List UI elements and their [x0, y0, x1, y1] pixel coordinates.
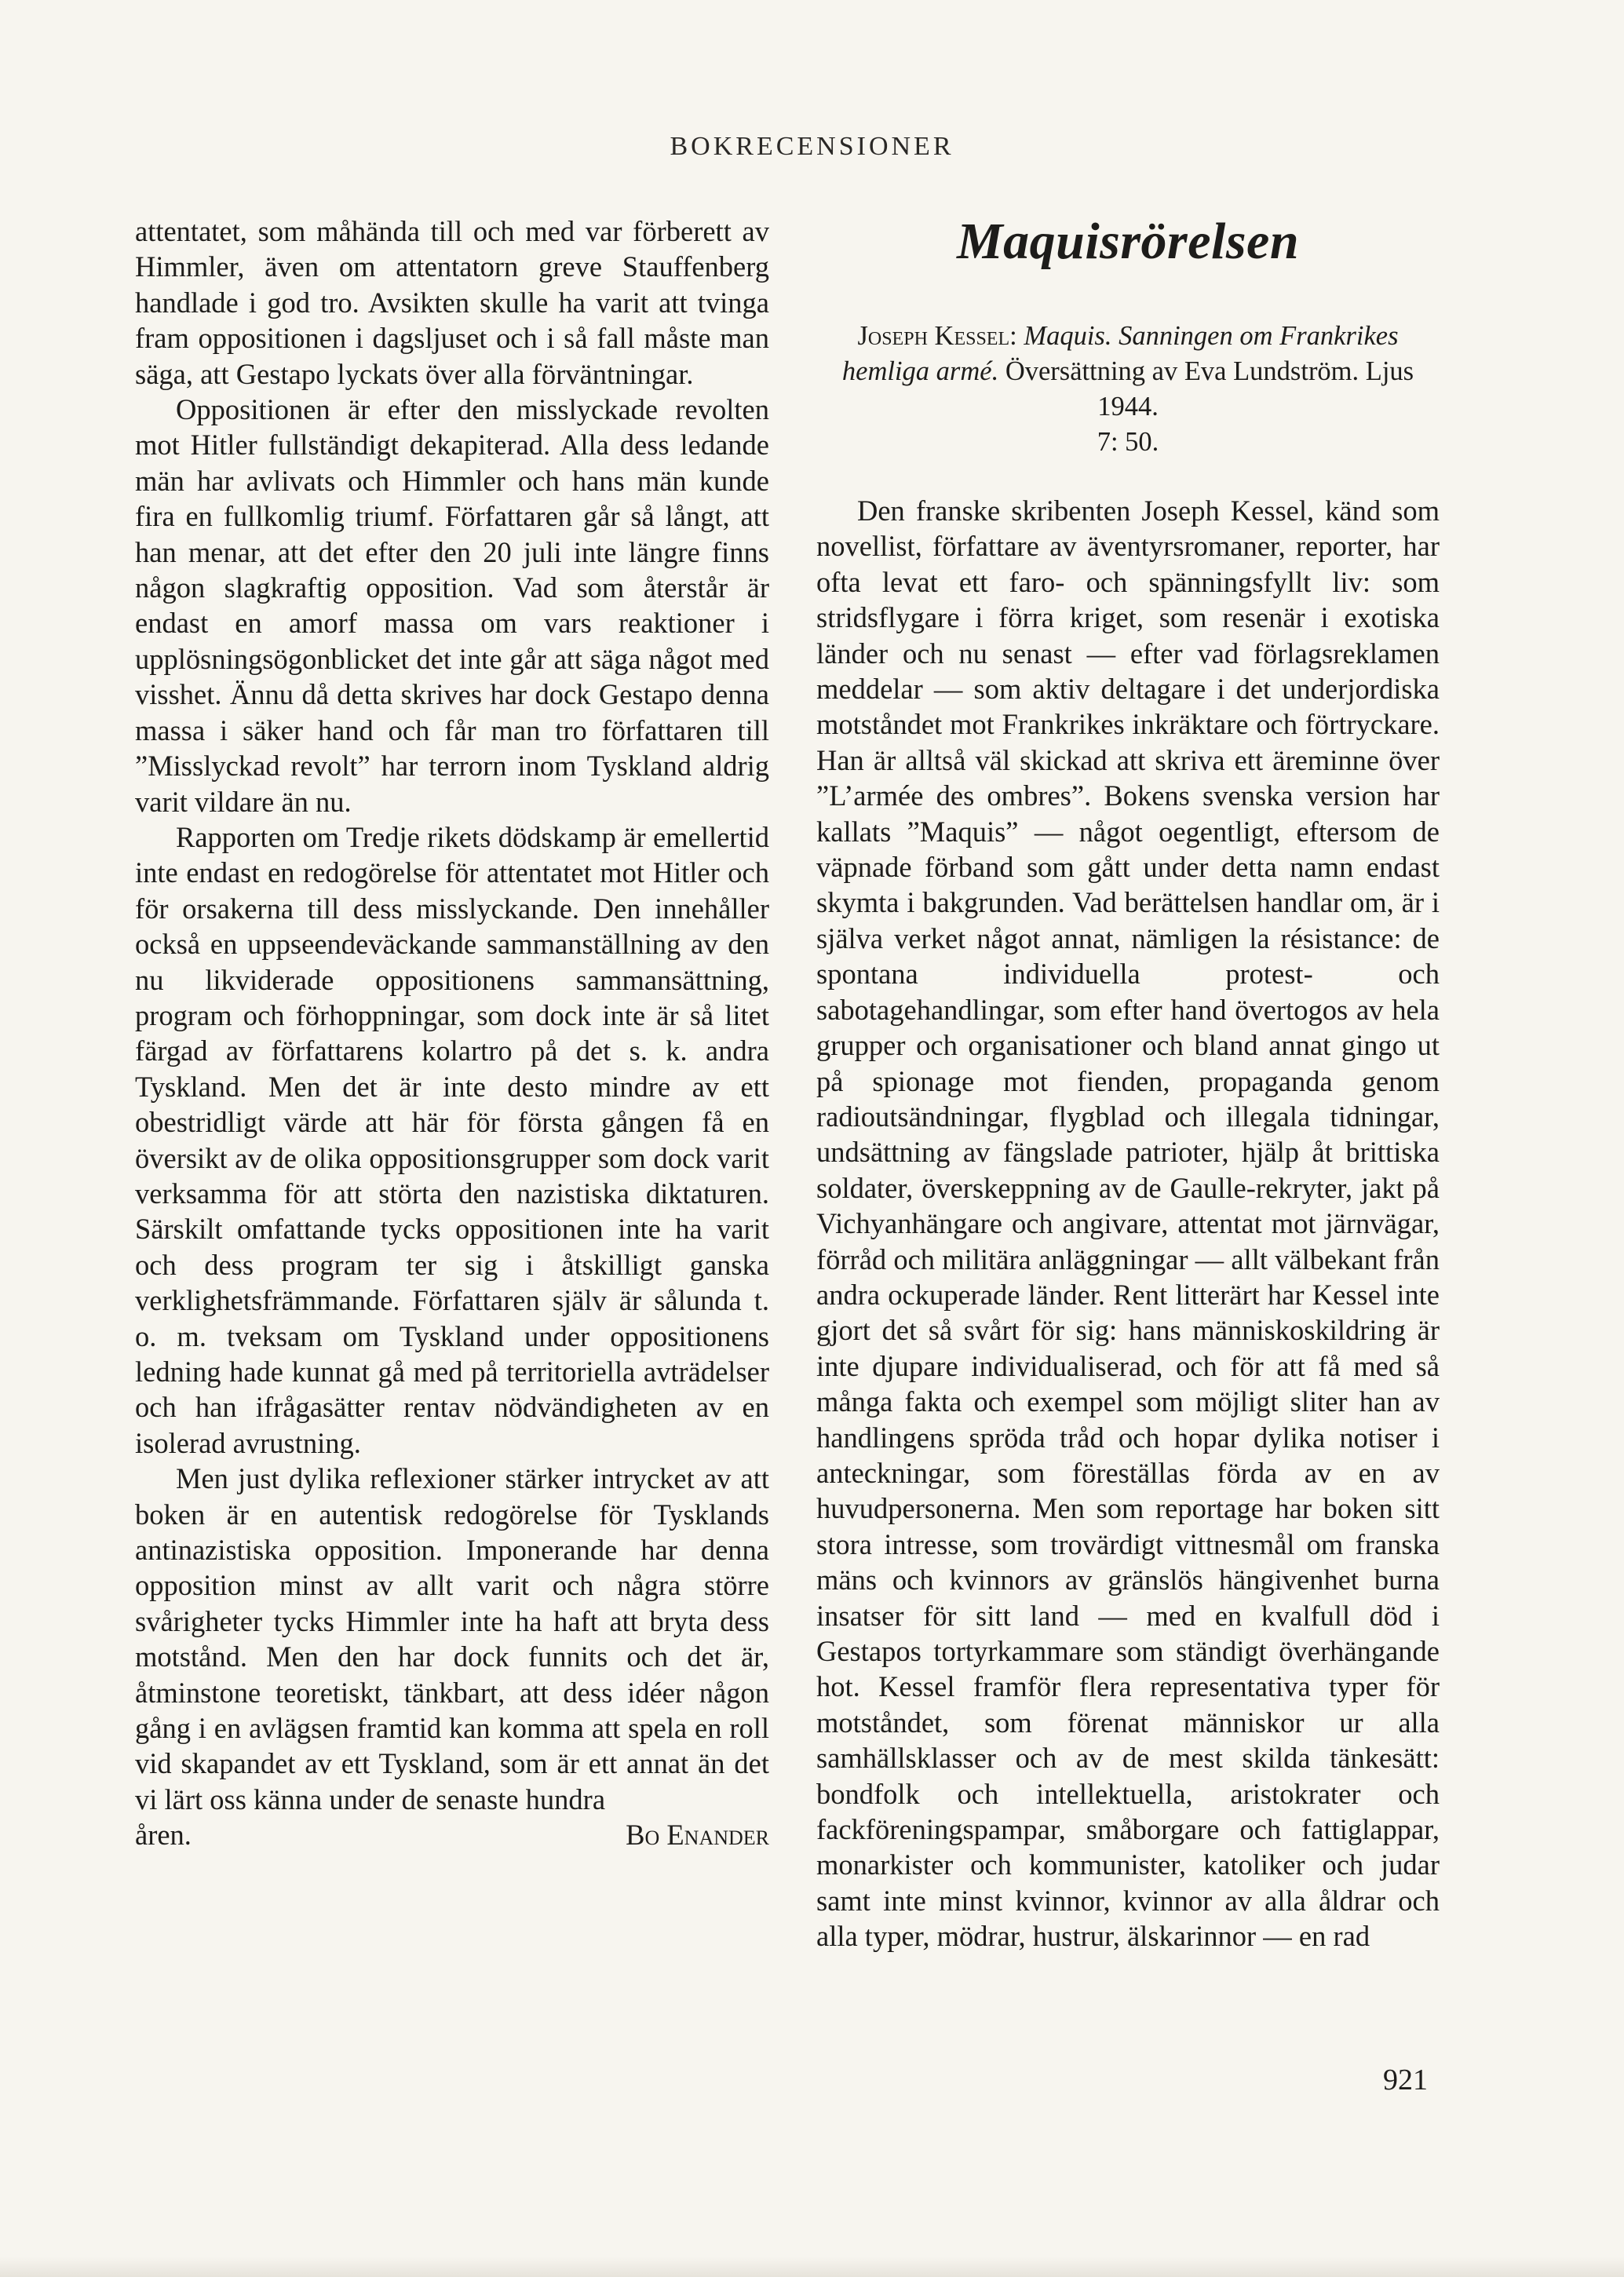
page-number: 921	[1383, 2064, 1428, 2096]
book-price: 7: 50.	[1097, 427, 1159, 457]
running-head: BOKRECENSIONER	[670, 132, 954, 161]
page-edge-shadow	[0, 2257, 1624, 2277]
reviewer-signature: Bo Enander	[626, 1819, 769, 1852]
citation-colon: :	[1009, 321, 1017, 351]
right-paragraph-1: Den franske skribenten Joseph Kessel, känd som novellist, författare av äventyrsromaner, reporter, har ofta levat ett faro- och spänningsfyllt liv: som stridsflygare i förra kriget, som resenär i exotiska länder och nu senast — efter vad förlagsreklamen meddelar — som aktiv deltagare i det underjordiska motståndet mot Frankrikes inkräktare och förtryckare. Han är alltså väl skickad att skriva ett äreminne över ”L’armée des ombres”. Bokens svenska version har kallats ”Maquis” — något oegentligt, eftersom de väpnade förband som gått under detta namn endast skymta i bakgrunden. Vad berättelsen handlar om, är i själva verket något annat, nämligen la résistance: de spontana individuella protest- och sabotagehandlingar, som efter hand övertogos av hela grupper och organisationer och bland annat gingo ut på spionage mot fienden, propaganda genom radioutsändningar, flygblad och illegala tidningar, undsättning av fängslade patrioter, hjälp åt brittiska soldater, överskeppning av de Gaulle-rekryter, jakt på Vichyanhängare och angivare, attentat mot järnvägar, förråd och militära anläggningar — allt välbekant från andra ockuperade länder. Rent litterärt har Kessel inte gjort det så svårt för sig: hans människoskildring är inte djupare individualiserad, och för att få med så många fakta och exempel som möjligt sliter han av handlingens spröda tråd och hopar dylika notiser i anteckningar, som föreställas förda av en av huvudpersonerna. Men som reportage har boken sitt stora intresse, som trovärdigt vittnesmål om franska mäns och kvinnors av gränslös hängivenhet burna insatser för sitt land — med en kvalfull död i Gestapos tortyrkammare som ständigt överhängande hot. Kessel framför flera representativa typer för motståndet, som förenat människor ur alla samhällsklasser och av de mest skilda tänkesätt: bondfolk och intellektuella, aristokrater och fackföreningspampar, småborgare och fattiglappar, monarkister och kommunister, katoliker och judar samt inte minst kvinnor, kvinnor av alla åldrar och alla typer, mödrar, hustrur, älskarinnor — en rad	[816, 494, 1440, 1953]
signature-line	[135, 1817, 769, 1852]
book-author: Joseph Kessel	[857, 321, 1010, 351]
left-paragraph-2: Oppositionen är efter den misslyckade revolten mot Hitler fullständigt dekapiterad. Alla dess ledande män har avlivats och Himmler och hans män kunde fira en fullkomlig triumf. Författaren går så långt, att han menar, att det efter den 20 juli inte längre finns någon slagkraftig opposition. Vad som återstår är endast en amorf massa om vars reaktioner i upplösningsögonblicket det inte går att säga något med visshet. Ännu då detta skrives har dock Gestapo denna massa i säker hand och får man tro författaren till ”Misslyckad revolt” har terrorn inom Tyskland aldrig varit vildare än nu.	[135, 393, 769, 818]
left-paragraph-4: Men just dylika reflexioner stärker intrycket av att boken är en autentisk redogörelse för Tysklands antinazistiska opposition. Imponerande har denna opposition minst av allt varit och några större svårigheter tycks Himmler inte ha haft att bryta dess motstånd. Men den har dock funnits och det är, åtminstone teoretiskt, tänkbart, att dess idéer någon gång i en avlägsen framtid kan komma att spela en roll vid skapandet av ett Tyskland, som är ett annat än det vi lärt oss känna under de senaste hundra	[135, 1462, 769, 1815]
book-details: Översättning av Eva Lundström. Ljus 1944.	[1005, 356, 1414, 421]
left-paragraph-1: attentatet, som måhända till och med var förberett av Himmler, även om attentatorn greve Stauffenberg handlade i god tro. Avsikten skulle ha varit att tvinga fram oppositionen i dagsljuset och i så fall måste man säga, att Gestapo lyckats över alla förväntningar.	[135, 215, 769, 390]
left-paragraph-3: Rapporten om Tredje rikets dödskamp är emellertid inte endast en redogörelse för attentatet mot Hitler och för orsakerna till dess misslyckande. Den innehåller också en uppseendeväckande sammanställning av den nu likviderade oppositionens sammansättning, program och förhoppningar, som dock inte är så litet färgad av författarens kolartro på det s. k. andra Tyskland. Men det är inte desto mindre av ett obestridligt värde att här för första gången få en översikt av de olika oppositionsgrupper som dock varit verksamma för att störta den nazistiska diktaturen. Särskilt omfattande tycks oppositionen inte ha varit och dess program ter sig i åtskilligt ganska verklighetsfrämmande. Författaren själv är sålunda t. o. m. tveksam om Tyskland under oppositionens ledning hade kunnat gå med på territoriella avträdelser och han ifrågasätter rentav nödvändigheten av en isolerad avrustning.	[135, 820, 769, 1459]
left-column	[135, 213, 769, 1853]
right-column	[816, 213, 1440, 1954]
book-citation	[832, 319, 1424, 460]
closing-word: åren.	[135, 1819, 192, 1852]
review-title: Maquisrörelsen	[956, 213, 1300, 270]
book-title: Maquis. Sanningen om Frankrikes hemliga armé.	[841, 321, 1399, 386]
